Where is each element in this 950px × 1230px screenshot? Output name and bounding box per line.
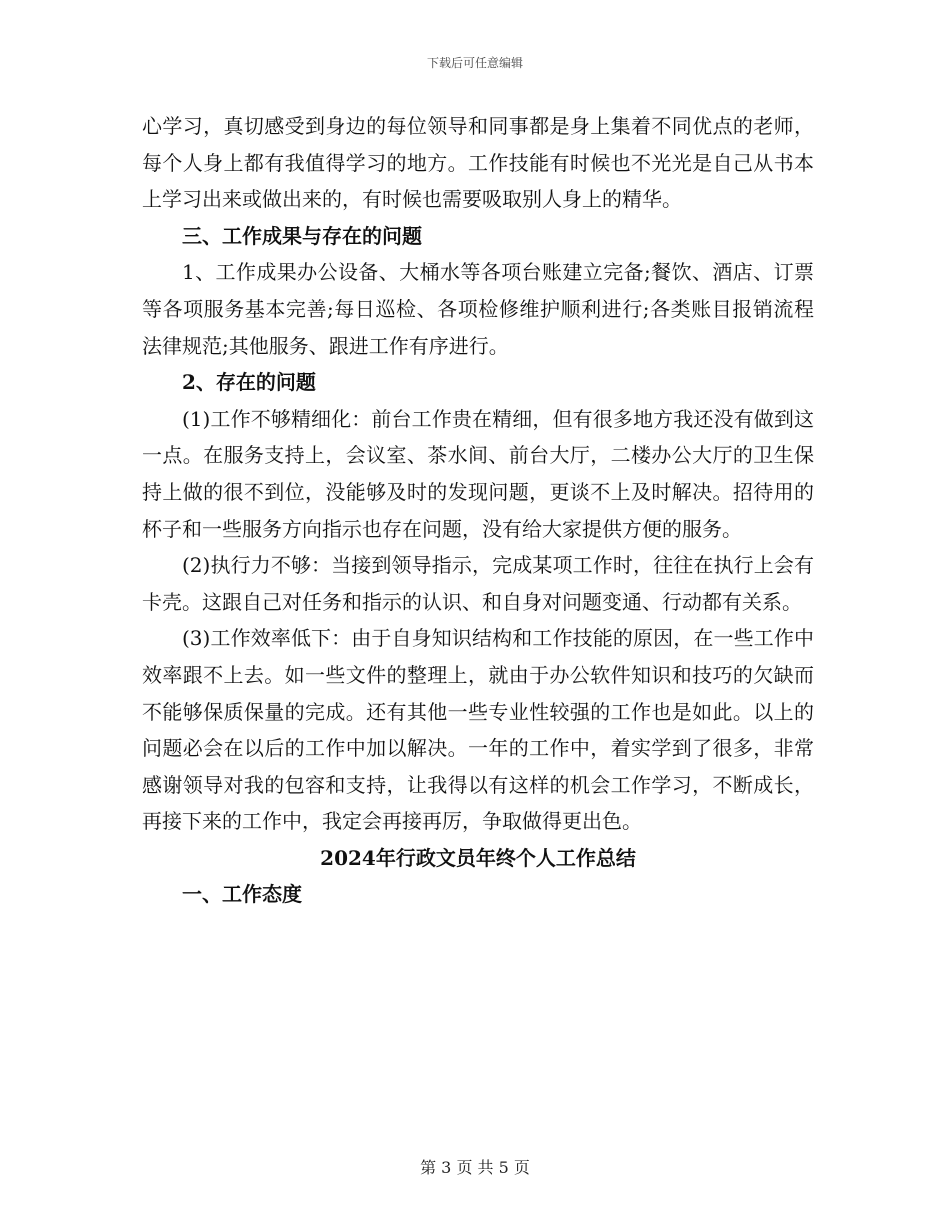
paragraph-problem-3: (3)工作效率低下：由于自身知识结构和工作技能的原因，在一些工作中效率跟不上去。如一些文件的整理上，就由于办公软件知识和技巧的欠缺而不能够保质保量的完成。还有其他一些专业性较强的工作也是如此。以上的问题必会在以后的工作中加以解决。一年的工作中，着实学到了很多，非常感谢领导对我的包容和支持，让我得以有这样的机会工作学习，不断成长，再接下来的工作中，我定会再接再厉，争取做得更出色。 bbox=[142, 626, 814, 834]
paragraph-problem-1: (1)工作不够精细化：前台工作贵在精细，但有很多地方我还没有做到这一点。在服务支持上，会议室、茶水间、前台大厅，二楼办公大厅的卫生保持上做的很不到位，没能够及时的发现问题，更谈不上及时解决。招待用的杯子和一些服务方向指示也存在问题，没有给大家提供方便的服务。 bbox=[142, 406, 814, 541]
paragraph-results: 1、工作成果办公设备、大桶水等各项台账建立完备;餐饮、酒店、订票等各项服务基本完善;每日巡检、各项检修维护顺利进行;各类账目报销流程法律规范;其他服务、跟进工作有序进行。 bbox=[142, 260, 814, 358]
document-body bbox=[142, 108, 814, 913]
paragraph-continuation: 心学习，真切感受到身边的每位领导和同事都是身上集着不同优点的老师，每个人身上都有我值得学习的地方。工作技能有时候也不光光是自己从书本上学习出来或做出来的，有时候也需要吸取别人身上的精华。 bbox=[142, 114, 814, 212]
paragraph-problem-2: (2)执行力不够：当接到领导指示，完成某项工作时，往往在执行上会有卡壳。这跟自己对任务和指示的认识、和自身对问题变通、行动都有关系。 bbox=[142, 553, 814, 614]
section-heading-attitude: 一、工作态度 bbox=[182, 882, 302, 907]
section-heading-results: 三、工作成果与存在的问题 bbox=[182, 223, 422, 248]
page-footer: 第 3 页 共 5 页 bbox=[420, 1158, 530, 1177]
document-title: 2024年行政文员年终个人工作总结 bbox=[320, 845, 636, 870]
subheading-problems: 2、存在的问题 bbox=[182, 370, 316, 395]
page-header: 下载后可任意编辑 bbox=[426, 56, 523, 70]
